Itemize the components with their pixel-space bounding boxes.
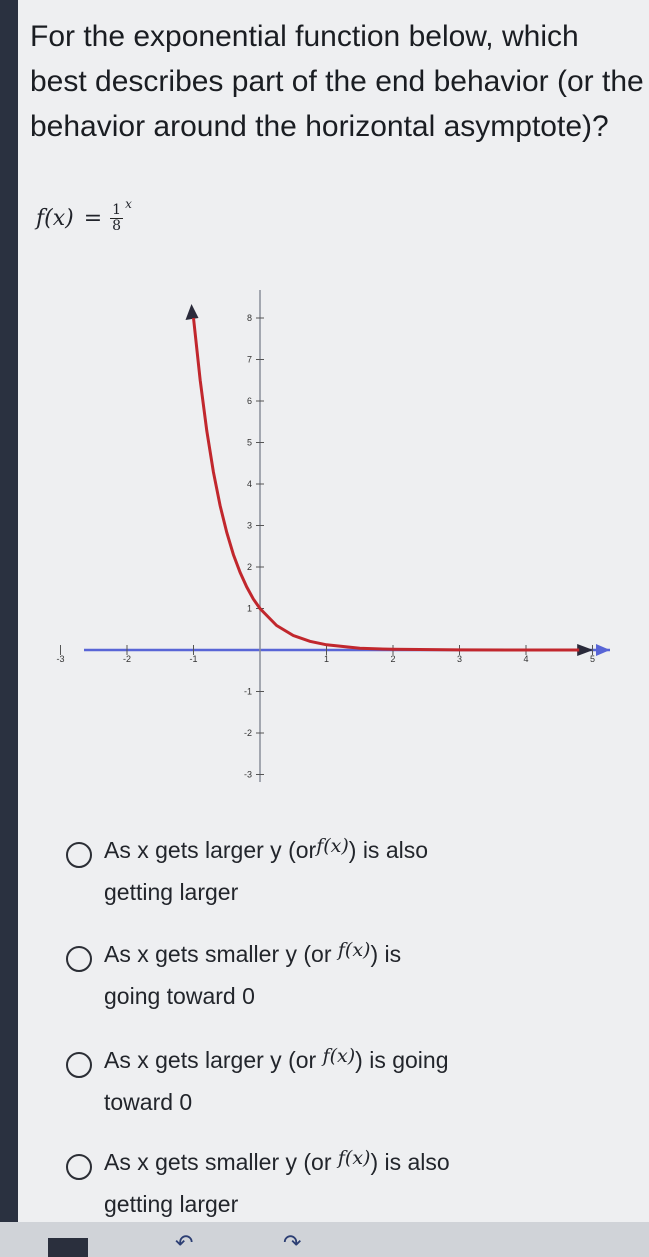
radio-button[interactable] — [66, 946, 92, 972]
option-text-line2: getting larger — [104, 1191, 239, 1217]
option-text-line2: getting larger — [104, 879, 239, 905]
y-tick-label: 8 — [246, 313, 252, 323]
curve-arrow-top — [186, 304, 199, 320]
x-tick-label: 3 — [456, 654, 463, 664]
option-fx: f(x) — [316, 835, 349, 857]
option-text-end: ) is also — [370, 1149, 450, 1175]
y-tick-label: -3 — [243, 769, 252, 780]
radio-button[interactable] — [66, 1154, 92, 1180]
option-fx: f(x) — [322, 1045, 356, 1067]
option-text-end: ) is — [370, 941, 402, 967]
y-tick-label: -2 — [243, 728, 252, 738]
option-fx: f(x) — [337, 939, 371, 961]
x-tick-label: 4 — [523, 654, 529, 664]
radio-button[interactable] — [66, 1052, 92, 1078]
y-tick-label: -1 — [243, 686, 252, 697]
option-text-line2: toward 0 — [104, 1089, 193, 1115]
option-1[interactable] — [18, 830, 638, 920]
option-text-start: As x gets larger y (or — [104, 837, 317, 863]
option-text-end: ) is going — [355, 1047, 449, 1073]
formula-equals: = — [83, 205, 103, 231]
option-2[interactable] — [18, 934, 638, 1024]
option-text-start: As x gets smaller y (or — [104, 1149, 332, 1175]
function-graph — [56, 282, 616, 792]
option-text-line2: going toward 0 — [104, 983, 255, 1009]
option-text — [104, 934, 564, 1016]
y-tick-label: 7 — [246, 354, 252, 365]
x-tick-label: -1 — [189, 654, 198, 664]
x-tick-label: -2 — [122, 654, 132, 664]
graph-axes — [84, 290, 610, 782]
bottom-toolbar — [0, 1222, 649, 1257]
y-tick-label: 6 — [246, 396, 252, 406]
question-line: For the exponential function below, which — [30, 20, 579, 53]
formula-fraction — [110, 203, 123, 234]
y-tick-label: 1 — [246, 603, 252, 614]
y-tick-label: 3 — [246, 520, 252, 531]
option-text-end: ) is also — [348, 837, 429, 863]
option-4[interactable] — [18, 1142, 638, 1232]
option-text-start: As x gets smaller y (or — [104, 941, 332, 967]
x-tick-label: 5 — [589, 654, 596, 664]
undo-arrow-icon[interactable]: ↶ — [175, 1230, 194, 1255]
function-formula — [36, 193, 132, 243]
graph-ticks — [56, 313, 595, 780]
x-axis-arrow — [596, 644, 610, 656]
x-tick-label: -3 — [56, 654, 65, 664]
y-tick-label: 2 — [246, 562, 252, 572]
question-line: behavior around the horizontal asymptote)? — [30, 110, 609, 143]
x-tick-label: 1 — [323, 654, 330, 664]
option-3[interactable] — [18, 1040, 638, 1130]
radio-button[interactable] — [66, 842, 92, 868]
option-text — [104, 830, 564, 912]
x-tick-label: 2 — [390, 654, 396, 664]
question-card — [18, 0, 649, 1222]
question-text — [30, 14, 645, 149]
formula-denominator: 8 — [112, 217, 122, 234]
menu-icon[interactable] — [48, 1238, 88, 1257]
option-text-start: As x gets larger y (or — [104, 1047, 317, 1073]
formula-exponent: x — [125, 197, 132, 211]
y-tick-label: 4 — [246, 479, 252, 489]
formula-numerator: 1 — [112, 201, 122, 218]
question-line: best describes part of the end behavior (or the — [30, 65, 644, 98]
option-fx: f(x) — [337, 1147, 371, 1169]
option-text — [104, 1040, 564, 1122]
option-text — [104, 1142, 564, 1224]
y-tick-label: 5 — [246, 437, 252, 448]
redo-arrow-icon[interactable]: ↷ — [283, 1230, 302, 1255]
formula-lhs: f(x) — [36, 205, 74, 231]
